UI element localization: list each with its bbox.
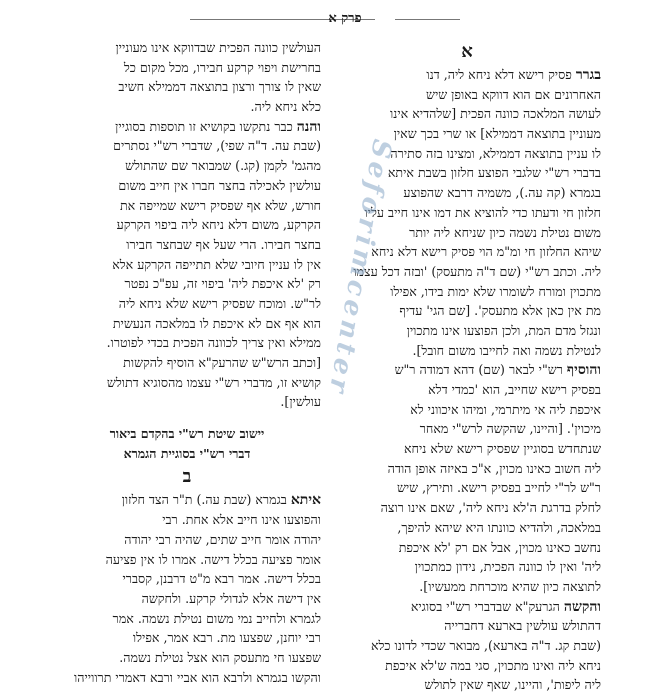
lead-word: והקשה xyxy=(563,598,601,615)
text-line: אין דישה אלא לגדולי קרקע. ולחקשה xyxy=(141,590,321,606)
text-line: מת אין כאן אלא מתעסק'. [שם הגי' עדיף xyxy=(399,303,601,319)
text-line: בפסיק רישא שחייב, הוא 'כמדי דלא xyxy=(428,382,601,397)
text-line: איתא בגמרא (שבת עה.) ת"ר הצד חלזון xyxy=(121,492,321,509)
text-line: ר"ש לר"י לחייב בפסיק רישא. ותירץ, שיש xyxy=(396,480,601,496)
text-line: והקשו בגמרא ולרבא הוא אביי ורבא דאמרי תרווייהו xyxy=(74,669,321,685)
text-line: כלא ניחא ליה. xyxy=(250,99,321,115)
text-line: לנטילת נשמה ואה לחייבו משום חובל]. xyxy=(412,342,601,358)
header-rule-right xyxy=(395,19,460,20)
text-line: מהגמ' לקמן (קג.) שמבואר שם שהתולש xyxy=(125,158,321,174)
text-line: העולשין כוונה הפכית שבדווקא אינו מעוניין xyxy=(115,40,321,55)
section-title-line: דברי רש"י בסוגיית הגמרא xyxy=(123,445,251,461)
left-column-text-bottom xyxy=(53,490,321,687)
right-column xyxy=(333,38,601,695)
text-line: והקשה הגרעק"א שבדברי רש"י בסוגיא xyxy=(410,598,601,615)
text-line: מתכוין ומורח לשומרו שלא ימות בידו, אפילו xyxy=(390,283,601,299)
text-line: והפוצעו אינו חייב אלא אחת. רבי xyxy=(162,512,321,528)
text-line: ליה חשוב כאינו מכוין, א"כ באיזה אופן הודה xyxy=(387,460,601,476)
text-line: במלאכה, ולהדיא כוונתו היא שיהא להיפך, xyxy=(397,519,601,535)
section-title xyxy=(53,424,321,463)
text-line: שנתחדש בסוגיין שפסיק רישא שלא ניחא xyxy=(403,441,601,457)
text-line: הוא אף אם לא איכפת לו במלאכה הנעשית xyxy=(112,315,321,331)
text-line: שיהא החלזון חי ומ"מ הוי פסיק רישא דלא ניחא xyxy=(371,244,601,260)
left-column-text-top xyxy=(53,38,321,412)
chapter-title: פרק א xyxy=(328,11,362,26)
text-line: בחרישת ויפוי קרקע חבירו, מכל מקום כל xyxy=(123,59,321,75)
text-line: איכפת ליה אי מיתרמי, ומיהו איכווני לא xyxy=(410,401,601,417)
text-line: לגמרא ולחייב נמי משום נטילת נשמה. אמר xyxy=(112,610,321,626)
text-line: והוסיף רש"י לבאר (שם) דהא דמודה ר"ש xyxy=(394,362,601,379)
text-line: אומר פציעה בכלל דישה. אמרו לו אין פציעה xyxy=(105,551,321,567)
lead-word: בגרר xyxy=(575,67,601,83)
text-line: מיכוין'. [והיינו, שהקשה לרש"י מאחר xyxy=(419,421,601,437)
section-title-line: יישוב שיטת רש"י בהקדם ביאור xyxy=(109,426,265,442)
text-line: לר"ש. ומוכח שפסיק רישא שלא ניחא ליה xyxy=(118,295,321,311)
text-line: רבי יוחנן, שפצעו מת. רבא אמר, אפילו xyxy=(132,630,321,646)
lead-word: והוסיף xyxy=(566,362,601,379)
text-line: לעושה המלאכה כוונה הפכית [שלהדיא אינו xyxy=(390,106,601,122)
text-line: האחרונים אם הוא דווקא באופן שיש xyxy=(426,86,601,102)
text-line: הקרקע, משום דלא ניחא ליה ביפוי הקרקע xyxy=(116,217,321,233)
text-line: אין לו עניין חיובי שלא תתייפה הקרקע אלא xyxy=(112,256,321,272)
text-line: מעוניין בתוצאה דממילא] או שרי בכך שאין xyxy=(393,126,601,142)
text-line: חורש, שלא אף שפסיק רישא שמייפה את xyxy=(120,197,321,213)
text-line: בדברי רש"י שלגבי הפוצע חלזון בשבת איתא xyxy=(387,165,601,181)
text-line: בחצר חבירו. הרי שעל אף שבחצר חבירו xyxy=(126,236,321,252)
page-header xyxy=(0,6,650,30)
text-line: קושיא זו, מדברי רש"י עצמו מהסוגיא דתולש xyxy=(106,374,321,390)
text-line: עולשין]. xyxy=(280,394,321,410)
text-line: שאין לו צורך ורצון בתוצאה דממילא חשיב xyxy=(118,79,321,95)
text-line: משום נטילת נשמה כיון שניחא ליה יותר xyxy=(409,224,601,240)
spacer xyxy=(53,412,321,424)
text-line: והנה כבר נתקשו בקושיא זו תוספות בסוגיין xyxy=(115,118,321,135)
text-line: ניחא ליה ואינו מתכוין, סגי במה ש'לא איכפת xyxy=(385,657,601,673)
text-line: שפצעו חי מתעסק הוא אצל נטילת נשמה. xyxy=(119,649,321,665)
text-line: (שבת קג. ד"ה בארעא), מבואר שכדי לדונו כלא xyxy=(370,637,601,653)
text-line: חלזון חי ודעתו כדי להוציא את דמו אינו חייב עליו xyxy=(364,204,601,220)
text-line: לתוצאה כיון שהיא מוכרחת ממעשיו]. xyxy=(419,578,601,594)
text-line: ממילא ואין צריך לכוונה הפכית בכדי לפוטרו. xyxy=(106,335,321,351)
text-line: בגמרא (קה עה.), משמיה דרבא שהפוצע xyxy=(403,185,601,201)
watermark-logo: Seforimcenter xyxy=(322,136,397,399)
text-line: בכלל דישה. אמר רבא מ"ט דרבנן, קסברי xyxy=(122,571,321,587)
text-line: [וכתב הרש"ש שהרעק"א הוסיף להקשות xyxy=(123,355,321,370)
text-line: (שבת עה. ד"ה שפי), שדברי רש"י נסתרים xyxy=(113,138,321,154)
text-line: לו עניין בתוצאה דממילא, ומצינו בזה סתירה xyxy=(390,145,601,161)
lead-word: איתא xyxy=(290,492,321,509)
text-line: עולשין לאכילה בחצר חברו אין חייב משום xyxy=(118,177,321,193)
text-line: ליה ליפות', והיינו, שאף שאין לתולש xyxy=(424,677,601,693)
text-line: יהודה אומר חייב שתים, שהיה רבי יהודה xyxy=(124,531,321,547)
text-line: לחלק בדרגת ה'לא ניחא ליה', שאם אינו רוצה xyxy=(380,500,601,516)
left-column xyxy=(53,38,321,687)
section-letter-alef: א xyxy=(461,41,473,62)
text-line: בגרר פסיק רישא דלא ניחא ליה, דנו xyxy=(426,67,601,83)
text-line: ונגזל מדם המת, ולכן הפוצעו אינו מתכוין xyxy=(406,322,601,338)
text-line: ליה. וכתב רש"י (שם ד"ה מתעסק) 'ובזה דכל עצמו xyxy=(353,263,601,279)
text-line: נחשב כאינו מכוין, אבל אם רק 'לא איכפת xyxy=(398,539,601,555)
text-line: ליה' ואין לו כוונה הפכית, נידון כמתכוין xyxy=(414,559,601,575)
text-line: רק 'לא איכפת ליה' ביפוי זה, עפ"כ נפטר xyxy=(124,276,321,292)
text-line: דהתולש עולשין בארעא דחברייה xyxy=(444,618,601,634)
right-column-text xyxy=(333,65,601,695)
section-letter-bet: ב xyxy=(182,466,192,488)
lead-word: והנה xyxy=(296,118,321,135)
